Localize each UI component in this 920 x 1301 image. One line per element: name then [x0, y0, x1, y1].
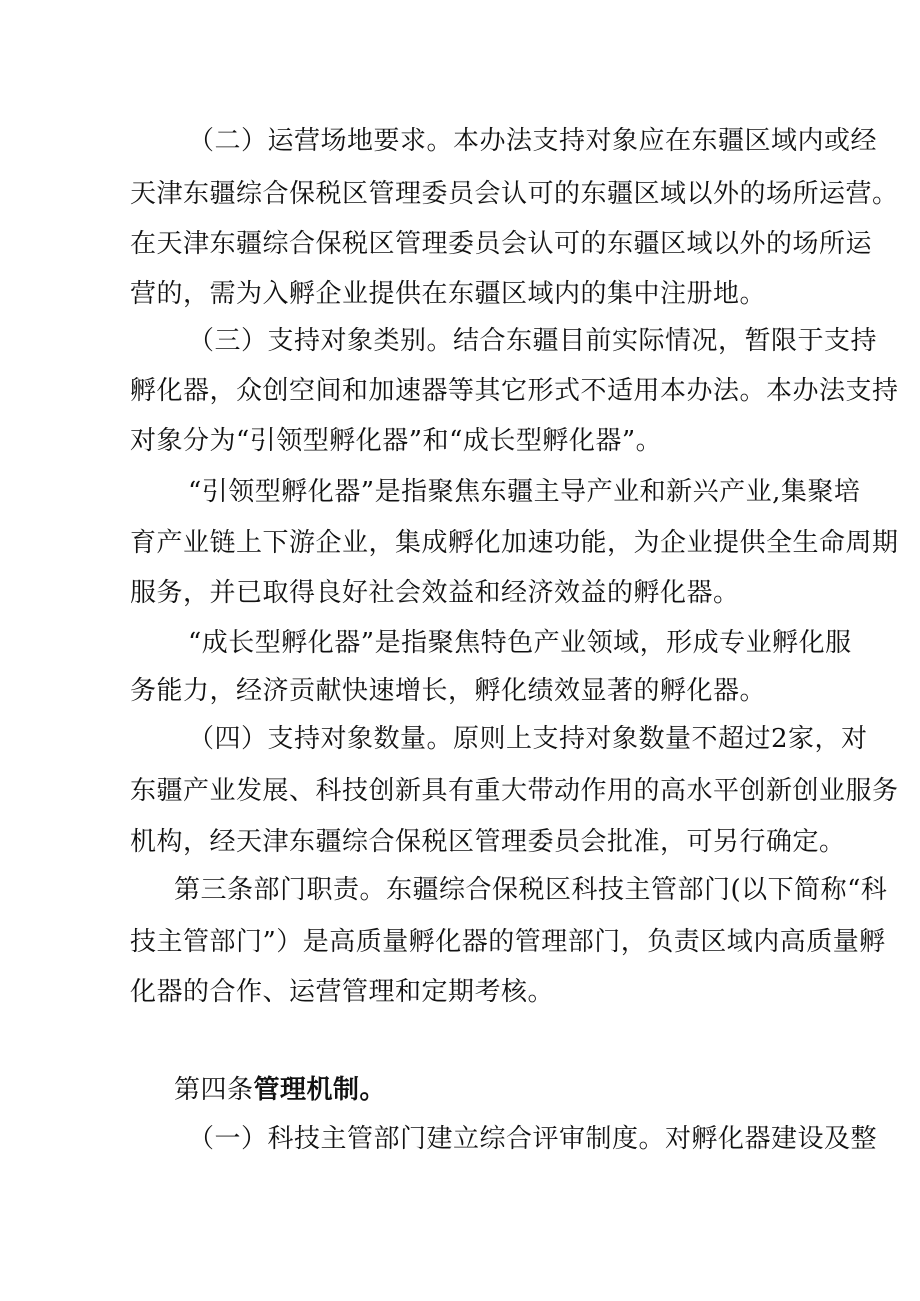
paragraph-line: “引领型孵化器”是指聚焦东疆主导产业和新兴产业,集聚培: [188, 477, 861, 507]
paragraph-line: 孵化器，众创空间和加速器等其它形式不适用本办法。本办法支持: [130, 376, 899, 406]
article-number: 第四条: [174, 1075, 254, 1105]
paragraph-line: （三）支持对象类别。结合东疆目前实际情况，暂限于支持: [188, 326, 878, 356]
paragraph-line: 机构，经天津东疆综合保税区管理委员会批准，可另行确定。: [130, 827, 846, 857]
paragraph-line: 对象分为“引领型孵化器”和“成长型孵化器”。: [130, 426, 663, 456]
paragraph-line: （四）支持对象数量。原则上支持对象数量不超过2家，对: [188, 724, 868, 754]
paragraph-line: 天津东疆综合保税区管理委员会认可的东疆区域以外的场所运营。: [130, 179, 899, 209]
paragraph-line: 务能力，经济贡献快速增长，孵化绩效显著的孵化器。: [130, 676, 767, 706]
article-title: 管理机制。: [253, 1075, 387, 1105]
paragraph-line: 服务，并已取得良好社会效益和经济效益的孵化器。: [130, 578, 740, 608]
paragraph-line: 化器的合作、运营管理和定期考核。: [130, 977, 555, 1007]
paragraph-line: 技主管部门”）是高质量孵化器的管理部门，负责区域内高质量孵: [130, 927, 886, 957]
article-heading: [174, 1073, 386, 1107]
paragraph-line: 第三条部门职责。东疆综合保税区科技主管部门(以下简称“科: [174, 875, 888, 905]
paragraph-line: 东疆产业发展、科技创新具有重大带动作用的高水平创新创业服务: [130, 776, 899, 806]
paragraph-line: 育产业链上下游企业，集成孵化加速功能，为企业提供全生命周期: [130, 528, 899, 558]
paragraph-line: （一）科技主管部门建立综合评审制度。对孵化器建设及整: [188, 1124, 878, 1154]
paragraph-line: “成长型孵化器”是指聚焦特色产业领域，形成专业孵化服: [188, 628, 852, 658]
paragraph-line: 在天津东疆综合保税区管理委员会认可的东疆区域以外的场所运: [130, 229, 873, 259]
paragraph-line: 营的，需为入孵企业提供在东疆区域内的集中注册地。: [130, 279, 767, 309]
paragraph-line: （二）运营场地要求。本办法支持对象应在东疆区域内或经: [188, 126, 878, 156]
